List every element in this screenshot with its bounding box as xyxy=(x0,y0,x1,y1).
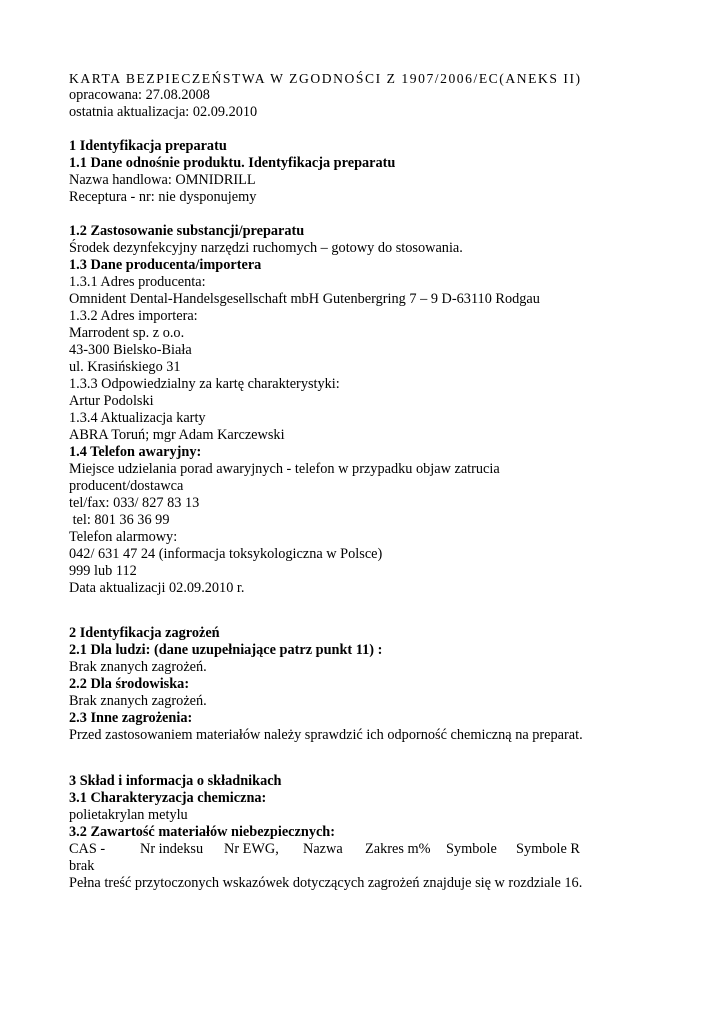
update-date: Data aktualizacji 02.09.2010 r. xyxy=(69,580,245,596)
trade-name: Nazwa handlowa: OMNIDRILL xyxy=(69,172,256,188)
emergency-text-2: producent/dostawca xyxy=(69,478,184,494)
alarm-phone-label: Telefon alarmowy: xyxy=(69,529,178,545)
section-2-2-text: Brak znanych zagrożeń. xyxy=(69,693,207,709)
section-1-heading: 1 Identyfikacja preparatu xyxy=(69,138,227,154)
responsible-label: 1.3.3 Odpowiedzialny za kartę charakterystyki: xyxy=(69,376,340,392)
section-2-3-text: Przed zastosowaniem materiałów należy sprawdzić ich odporność chemiczną na preparat. xyxy=(69,727,583,743)
hazardous-table-header xyxy=(69,841,589,858)
column-symbols-r: Symbole R xyxy=(516,841,580,857)
column-index-number: Nr indeksu xyxy=(140,841,204,857)
card-update-label: 1.3.4 Aktualizacja karty xyxy=(69,410,206,426)
importer-street: ul. Krasińskiego 31 xyxy=(69,359,181,375)
section-3-2-heading: 3.2 Zawartość materiałów niebezpiecznych: xyxy=(69,824,336,840)
section-2-1-text: Brak znanych zagrożeń. xyxy=(69,659,207,675)
responsible-person: Artur Podolski xyxy=(69,393,154,409)
section-2-2-heading: 2.2 Dla środowiska: xyxy=(69,676,190,692)
column-name: Nazwa xyxy=(303,841,343,857)
telfax-number: tel/fax: 033/ 827 83 13 xyxy=(69,495,200,511)
usage-text: Środek dezynfekcyjny narzędzi ruchomych – gotowy do stosowania. xyxy=(69,240,463,256)
alarm-phone-number: 042/ 631 47 24 (informacja toksykologiczna w Polsce) xyxy=(69,546,383,562)
importer-city: 43-300 Bielsko-Biała xyxy=(69,342,192,358)
tel-number: tel: 801 36 36 99 xyxy=(69,512,170,528)
column-range: Zakres m% xyxy=(365,841,431,857)
producer-address: Omnident Dental-Handelsgesellschaft mbH Gutenbergring 7 – 9 D-63110 Rodgau xyxy=(69,291,540,307)
column-cas: CAS - xyxy=(69,841,106,857)
section-2-heading: 2 Identyfikacja zagrożeń xyxy=(69,625,220,641)
importer-name: Marrodent sp. z o.o. xyxy=(69,325,185,341)
last-update-date: ostatnia aktualizacja: 02.09.2010 xyxy=(69,104,258,120)
prepared-date: opracowana: 27.08.2008 xyxy=(69,87,210,103)
section-1-2-heading: 1.2 Zastosowanie substancji/preparatu xyxy=(69,223,305,239)
producer-address-label: 1.3.1 Adres producenta: xyxy=(69,274,206,290)
column-ewg-number: Nr EWG, xyxy=(224,841,279,857)
section-2-1-heading: 2.1 Dla ludzi: (dane uzupełniające patrz punkt 11) : xyxy=(69,642,383,658)
section-3-1-heading: 3.1 Charakteryzacja chemiczna: xyxy=(69,790,267,806)
column-symbols: Symbole xyxy=(446,841,497,857)
table-none-value: brak xyxy=(69,858,95,874)
card-update-by: ABRA Toruń; mgr Adam Karczewski xyxy=(69,427,285,443)
importer-address-label: 1.3.2 Adres importera: xyxy=(69,308,198,324)
section-3-heading: 3 Skład i informacja o składnikach xyxy=(69,773,282,789)
section-1-1-heading: 1.1 Dane odnośnie produktu. Identyfikacja preparatu xyxy=(69,155,396,171)
section-3-note: Pełna treść przytoczonych wskazówek dotyczących zagrożeń znajduje się w rozdziale 16. xyxy=(69,875,583,891)
section-1-3-heading: 1.3 Dane producenta/importera xyxy=(69,257,262,273)
alarm-alt-numbers: 999 lub 112 xyxy=(69,563,137,579)
section-2-3-heading: 2.3 Inne zagrożenia: xyxy=(69,710,193,726)
emergency-text-1: Miejsce udzielania porad awaryjnych - telefon w przypadku objaw zatrucia xyxy=(69,461,500,477)
section-3-1-text: polietakrylan metylu xyxy=(69,807,188,823)
section-1-4-heading: 1.4 Telefon awaryjny: xyxy=(69,444,202,460)
recipe-number: Receptura - nr: nie dysponujemy xyxy=(69,189,257,205)
document-title: KARTA BEZPIECZEŃSTWA W ZGODNOŚCI Z 1907/2006/EC(ANEKS II) xyxy=(69,71,582,86)
